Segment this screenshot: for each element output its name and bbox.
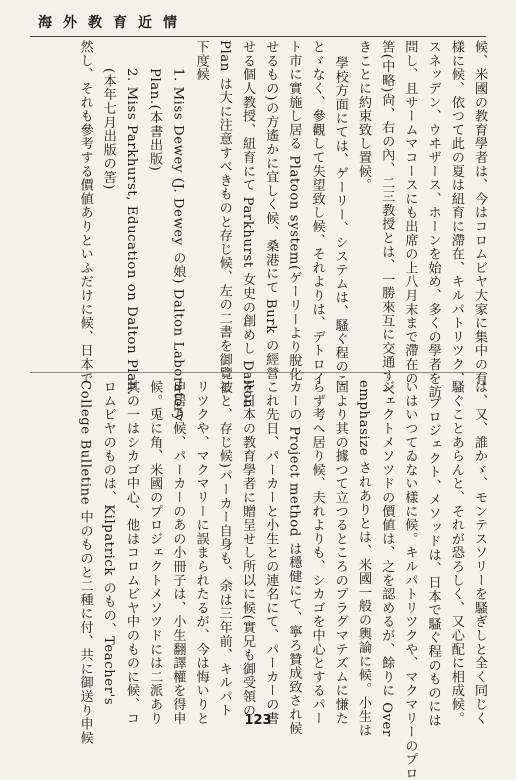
text-line: 候、米國の教育學者は、今はコロムビヤ大家に集中の有 <box>472 40 487 385</box>
text-line: きことに約束致し置候。 <box>355 40 371 192</box>
upper-vertical-text <box>30 40 487 422</box>
text-line: 筈(中略)尙、右の內、二三教授とは、一勝來互に交通すべ <box>379 40 395 397</box>
text-line: ジェクトメソツドの價値は、之を認めるが、餘りに Over <box>379 380 395 737</box>
text-line: スネッデン、ウヰザース、ホーンを始め、多くの學者を訪 <box>425 40 441 399</box>
page-number: 123 <box>244 713 272 728</box>
text-line: 2. Miss Parkhurst, Education on Dalton Plan. <box>123 68 139 396</box>
text-line: せるもの)の方遙かに宜しく候、桑港にて Burk の經營 <box>263 40 279 381</box>
text-line: 候。兎に角、米國のプロジェクトメソツドには二派あり <box>147 380 163 725</box>
text-line: は、又、誰かゞ、モンテスソリーを騷ぎしと全く同じく <box>472 380 487 725</box>
text-line: らず考へ居り候、夫れよりも、シカゴを中心とするパー <box>309 380 325 725</box>
upper-text-block <box>30 40 487 422</box>
text-line: 騷ぐことあらんと、それが恐ろしく、又心配に相成候。 <box>448 380 464 725</box>
text-line: カーの Project method は穩健にて、寧ろ贊成致され候 <box>286 380 302 735</box>
text-line: いはいつてゐない樣に候。キルパトリツクや、マクマリーのプロ <box>402 380 418 780</box>
text-line: これ先日、パーカーと小生との連名にて、パーカーの書 <box>263 380 279 725</box>
text-line: 然し、それも參考する價値ありといふだけに候、日本で <box>77 40 93 385</box>
text-line: 下度候 <box>193 40 209 82</box>
text-line: College Bulletine 中のものと二種に付、共に御送り申候 <box>77 380 93 745</box>
text-line: せる個人教授、紐育にて Parkhurst 女史の創めし Dalton <box>239 40 255 409</box>
text-line: プロジェクト、メソッドは、日本で騷ぐ程のものには <box>425 396 441 728</box>
text-line: とゞなく、參觀して失望致し候、それよりは、デトロイ <box>309 40 325 385</box>
text-line: 其の一はシカゴ中心、他はコロムビヤ中のものに候、コ <box>123 380 139 725</box>
text-line: Plan.(本書出版) <box>147 68 163 172</box>
middle-divider <box>30 372 486 373</box>
text-line: を日本の教育學者に贈呈せし所以に候(實兄も御受領の <box>239 380 255 717</box>
text-line: 申居り候、パーカーのあの小冊子は、小生翻譯權を得申 <box>170 380 186 725</box>
text-line: 學校方面にては、ゲーリー、システムは、騷ぐ程のこ <box>332 56 348 388</box>
text-line: こと、存じ候)パーカー自身も、余は三年前、キルパト <box>216 380 232 717</box>
text-line: 1. Miss Dewey (J. Dewey の娘) Dalton Laboratory <box>170 68 186 422</box>
header-rule <box>30 36 486 37</box>
text-line: 固より其の據つて立つるところのプラグマテズムに慊た <box>332 380 348 725</box>
text-line: Plan は大に注意すべきものと存じ候、左の二書を御覽被 <box>216 40 232 395</box>
text-line: 樣に候、依つて此の夏は紐育に滯在、キルパトリツク、 <box>448 40 464 385</box>
text-line: 問し、且サームマコースにも出席の上八月末まで滯在の <box>402 40 418 385</box>
text-line: ロムビヤのものは、Kilpatrick のもの、Teacher's <box>100 380 116 706</box>
running-head-title: 海外教育近情 <box>38 15 188 31</box>
running-head <box>0 12 516 34</box>
text-line: emphasize されありとは、米國一般の輿論に候。小生は <box>355 380 371 738</box>
text-line: ト市に實施し居る Platoon system(ゲーリーより脫化 <box>286 40 302 382</box>
text-line: リツクや、マクマリーに誤まられたるが、今は悔いりと <box>193 380 209 725</box>
text-line: (本年七月出版の筈) <box>100 68 116 190</box>
